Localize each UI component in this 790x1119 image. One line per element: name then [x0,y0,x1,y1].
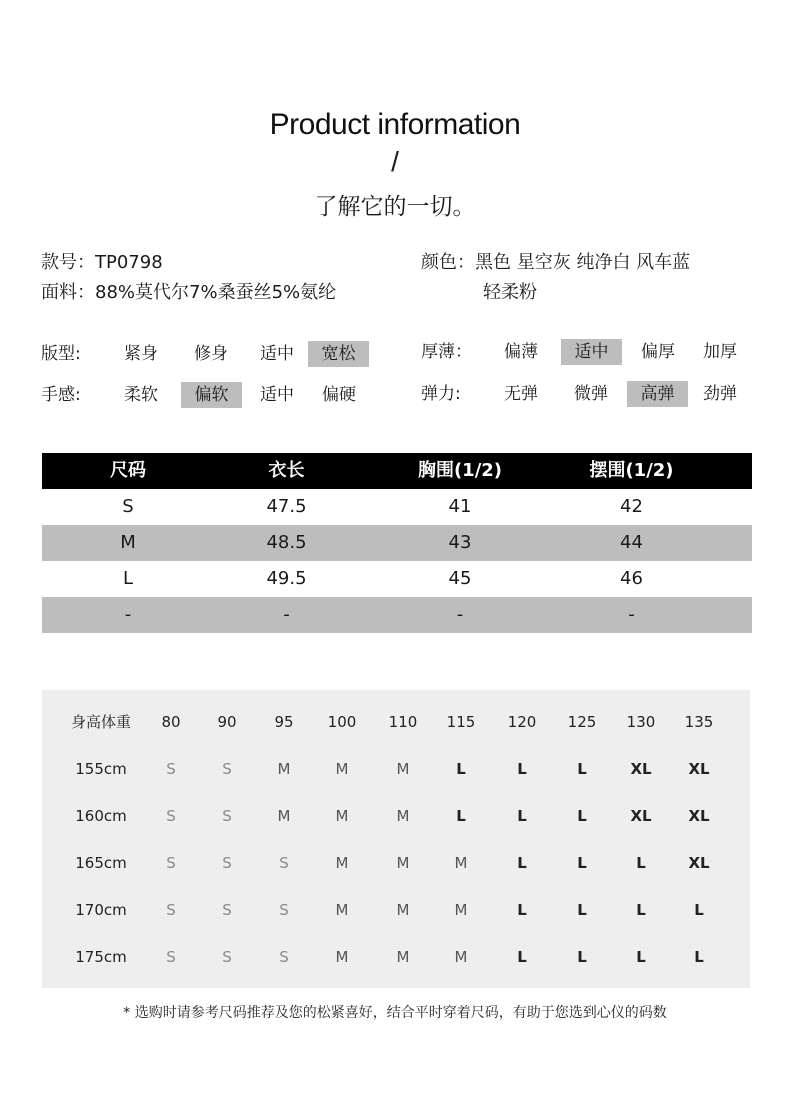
size-cell: S [166,901,176,919]
weight-header-cell: 110 [388,713,418,731]
weight-header-cell: 100 [327,713,357,731]
thickness-option: 加厚 [703,342,737,362]
weight-header-cell: 125 [567,713,597,731]
hand-feel-option: 偏硬 [322,385,356,405]
size-cell: XL [688,854,710,872]
table-cell: 42 [620,496,643,517]
size-cell: S [279,854,289,872]
weight-header-row [42,707,750,737]
hand-feel-option-selected: 偏软 [181,382,242,408]
size-cell: M [335,760,349,778]
size-table-header [42,453,752,489]
height-label: 155cm [75,760,127,778]
thickness-option: 偏薄 [504,342,538,362]
table-row [42,754,750,784]
table-row [42,848,750,878]
table-cell: - [628,604,635,625]
size-cell: XL [630,760,652,778]
hand-feel-attribute [41,382,381,408]
thickness-label: 厚薄： [421,342,472,362]
size-cell: M [396,760,410,778]
size-cell: M [454,901,468,919]
table-cell: 48.5 [266,532,307,553]
size-cell: S [279,901,289,919]
weight-header-cell: 130 [626,713,656,731]
stretch-option: 劲弹 [703,384,737,404]
size-cell: L [577,807,587,825]
size-cell: L [517,901,527,919]
size-cell: M [277,807,291,825]
weight-header-cell: 135 [684,713,714,731]
size-cell: L [577,901,587,919]
size-cell: M [335,948,349,966]
table-row [42,489,752,525]
fit-option: 适中 [260,344,294,364]
color-values-line2: 轻柔粉 [483,282,537,303]
size-cell: M [277,760,291,778]
size-cell: L [577,948,587,966]
size-cell: M [396,948,410,966]
fabric-label: 面料： [41,282,95,303]
size-cell: M [396,807,410,825]
size-recommendation-grid [42,690,750,988]
size-cell: XL [688,807,710,825]
color-line-2 [421,278,690,308]
style-number-label: 款号： [41,252,95,273]
size-cell: M [454,948,468,966]
style-number-value: TP0798 [95,252,163,273]
product-info-left [41,248,336,308]
weight-header-cell: 120 [507,713,537,731]
fit-option: 修身 [194,344,228,364]
size-cell: S [166,948,176,966]
table-cell: 43 [448,532,472,553]
thickness-option-selected: 适中 [561,339,622,365]
size-cell: L [517,760,527,778]
stretch-option: 无弹 [504,384,538,404]
size-cell: M [396,854,410,872]
height-label: 175cm [75,948,127,966]
height-weight-label: 身高体重 [70,713,131,731]
table-cell: S [122,496,134,517]
table-row [42,801,750,831]
weight-header-cell: 90 [217,713,237,731]
size-cell: L [517,807,527,825]
size-cell: S [166,854,176,872]
table-cell: M [120,532,136,553]
size-cell: S [222,854,232,872]
table-cell: - [456,604,464,625]
product-info-right [421,248,690,308]
size-cell: L [636,854,646,872]
size-cell: S [279,948,289,966]
size-cell: S [222,807,232,825]
size-cell: L [456,807,466,825]
table-cell: 47.5 [266,496,307,517]
fabric-line [41,278,336,308]
weight-header-cell: 95 [274,713,294,731]
color-line [421,248,690,278]
header-cell-hem: 摆围(1/2) [589,460,674,481]
hand-feel-label: 手感: [41,385,81,405]
table-cell: 44 [620,532,643,553]
fit-option-selected: 宽松 [308,341,369,367]
fit-option: 紧身 [124,344,158,364]
table-row [42,895,750,925]
hand-feel-option: 柔软 [124,385,158,405]
table-cell: 41 [448,496,472,517]
size-cell: M [335,807,349,825]
table-cell: - [124,604,132,625]
size-cell: XL [630,807,652,825]
size-cell: L [577,854,587,872]
table-row [42,525,752,561]
size-cell: M [396,901,410,919]
table-row [42,942,750,972]
page-subtitle: 了解它的一切。 [314,194,476,220]
fabric-value: 88%莫代尔7%桑蚕丝5%氨纶 [95,282,337,303]
size-cell: S [166,760,176,778]
stretch-option: 微弹 [574,384,608,404]
size-cell: M [335,901,349,919]
size-cell: L [636,948,646,966]
thickness-option: 偏厚 [641,342,675,362]
height-label: 165cm [75,854,127,872]
size-cell: S [166,807,176,825]
size-cell: M [454,854,468,872]
size-cell: L [517,854,527,872]
table-cell: 45 [448,568,472,589]
size-cell: L [577,760,587,778]
size-cell: L [456,760,466,778]
product-title: Product information [269,108,521,141]
thickness-attribute [421,339,751,365]
size-cell: S [222,760,232,778]
fit-label: 版型: [41,344,81,364]
fit-attribute [41,341,381,367]
table-cell: L [122,568,134,589]
size-cell: S [222,948,232,966]
table-row [42,597,752,633]
header-cell-chest: 胸围(1/2) [417,460,503,481]
size-cell: XL [688,760,710,778]
height-label: 160cm [75,807,127,825]
style-number-line [41,248,336,278]
stretch-option-selected: 高弹 [627,381,688,407]
footnote: * 选购时请参考尺码推荐及您的松紧喜好，结合平时穿着尺码，有助于您选到心仪的码数 [123,1005,667,1021]
weight-header-cell: 80 [161,713,181,731]
table-cell: - [283,604,290,625]
stretch-attribute [421,381,751,407]
color-label: 颜色： [421,252,475,273]
height-label: 170cm [75,901,127,919]
table-row [42,561,752,597]
hand-feel-option: 适中 [260,385,294,405]
stretch-label: 弹力: [421,384,461,404]
size-cell: S [222,901,232,919]
table-cell: 46 [620,568,643,589]
weight-header-cell: 115 [446,713,476,731]
size-cell: L [694,901,704,919]
title-slash: / [391,146,399,177]
header-cell-size: 尺码 [110,460,146,481]
header-cell-length: 衣长 [268,460,305,481]
size-cell: L [517,948,527,966]
size-cell: L [636,901,646,919]
table-cell: 49.5 [266,568,307,589]
size-cell: L [694,948,704,966]
size-table [42,453,752,633]
size-cell: M [335,854,349,872]
color-values-line1: 黑色 星空灰 纯净白 风车蓝 [475,252,691,273]
